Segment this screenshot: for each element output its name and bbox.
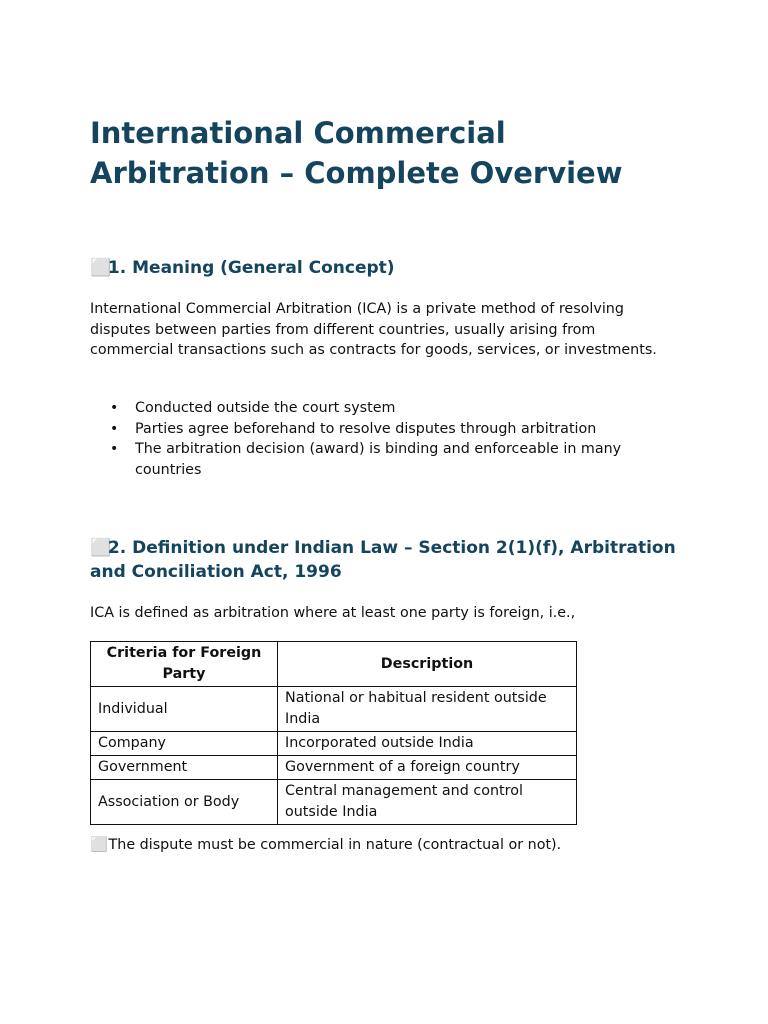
section-2-intro: ICA is defined as arbitration where at least one party is foreign, i.e., xyxy=(90,605,576,621)
table-cell: Central management and control outside India xyxy=(278,780,577,825)
table-cell: Company xyxy=(91,732,278,756)
table-cell: Individual xyxy=(91,687,278,732)
placeholder-box-icon: ⬜ xyxy=(90,837,108,853)
section-1-heading xyxy=(90,256,690,280)
bullet-icon: • xyxy=(110,420,119,437)
table-cell: Government xyxy=(91,756,278,780)
table-cell: National or habitual resident outside India xyxy=(278,687,577,732)
section-1-paragraph: International Commercial Arbitration (ICA) is a private method of resolving disputes between parties from different countries, usually arising from commercial transactions such as contracts for goods, services, or investments. xyxy=(90,301,657,359)
placeholder-box-icon: ⬜ xyxy=(90,538,112,558)
foreign-party-criteria-table xyxy=(90,641,577,825)
section-2-heading xyxy=(90,536,690,584)
table-row xyxy=(91,732,577,756)
table-row xyxy=(91,687,577,732)
column-header-criteria: Criteria for Foreign Party xyxy=(91,642,278,687)
bullet-icon: • xyxy=(110,441,119,458)
bullet-icon: • xyxy=(110,400,119,416)
page-title: International Commercial Arbitration – Complete Overview xyxy=(90,116,623,190)
table-header-row xyxy=(91,642,577,687)
table-row xyxy=(91,780,577,825)
section-2-heading-text: 2. Definition under Indian Law – Section 2(1)(f), Arbitration and Conciliation Act, 1996 xyxy=(90,538,676,582)
commercial-nature-note xyxy=(90,835,561,855)
table-cell: Association or Body xyxy=(91,780,278,825)
table-cell: Government of a foreign country xyxy=(278,756,577,780)
note-text: The dispute must be commercial in nature (contractual or not). xyxy=(108,837,562,853)
list-item: • Parties agree beforehand to resolve disputes through arbitration xyxy=(90,419,670,440)
table-cell: Incorporated outside India xyxy=(278,732,577,756)
list-item: • The arbitration decision (award) is binding and enforceable in many countries xyxy=(110,441,622,479)
section-1-heading-text: 1. Meaning (General Concept) xyxy=(107,258,395,278)
section-1-bullet-list xyxy=(90,398,670,481)
list-item: • Conducted outside the court system xyxy=(90,398,670,419)
column-header-description: Description xyxy=(278,642,577,687)
table-row xyxy=(91,756,577,780)
placeholder-box-icon: ⬜ xyxy=(90,258,112,278)
